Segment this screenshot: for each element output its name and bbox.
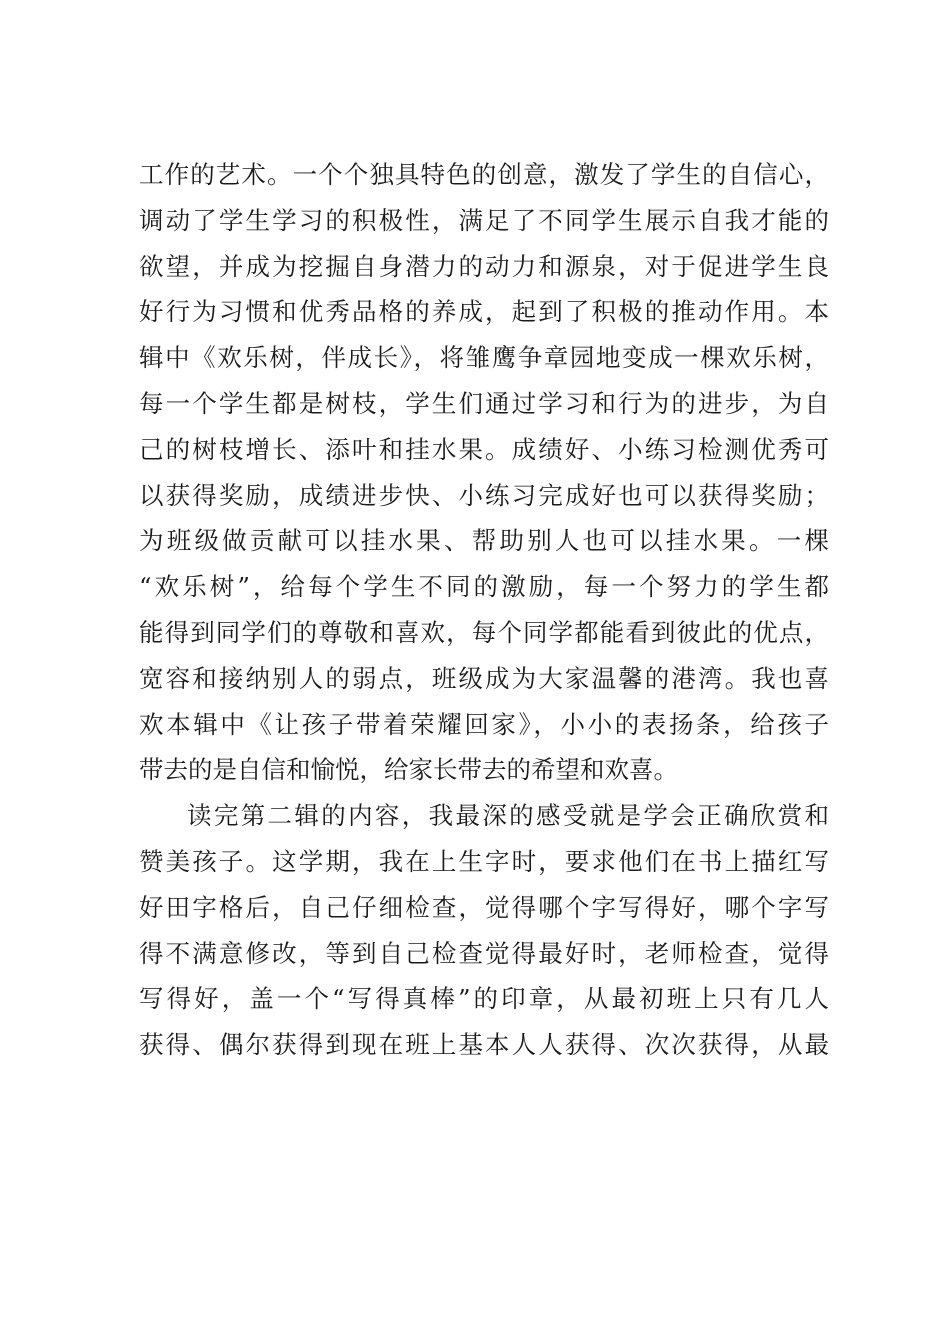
- text-line: 能得到同学们的尊敬和喜欢，每个同学都能看到彼此的优点，: [139, 617, 829, 647]
- text-line: 好田字格后，自己仔细检查，觉得哪个字写得好，哪个字写: [139, 892, 829, 922]
- paragraph-2: [139, 793, 829, 1068]
- text-line: 读完第二辑的内容，我最深的感受就是学会正确欣赏和: [187, 801, 829, 831]
- text-line: 欲望，并成为挖掘自身潜力的动力和源泉，对于促进学生良: [139, 251, 829, 281]
- paragraph-1: [139, 152, 829, 793]
- text-line: 带去的是自信和愉悦，给家长带去的希望和欢喜。: [139, 755, 678, 785]
- text-line: “欢乐树”，给每个学生不同的激励，每一个努力的学生都: [139, 572, 829, 602]
- text-line: 工作的艺术。一个个独具特色的创意，激发了学生的自信心，: [139, 160, 829, 189]
- text-line: 得不满意修改，等到自己检查觉得最好时，老师检查，觉得: [139, 938, 829, 968]
- text-line: 为班级做贡献可以挂水果、帮助别人也可以挂水果。一棵: [139, 526, 829, 556]
- text-line: 以获得奖励，成绩进步快、小练习完成好也可以获得奖励；: [139, 480, 829, 510]
- text-line: 调动了学生学习的积极性，满足了不同学生展示自我才能的: [139, 205, 829, 235]
- text-line: 宽容和接纳别人的弱点，班级成为大家温馨的港湾。我也喜: [139, 663, 829, 693]
- text-line: 每一个学生都是树枝，学生们通过学习和行为的进步，为自: [139, 388, 829, 418]
- text-line: 赞美孩子。这学期，我在上生字时，要求他们在书上描红写: [139, 846, 829, 876]
- body-text: [139, 152, 829, 1068]
- text-line: 辑中《欢乐树，伴成长》，将雏鹰争章园地变成一棵欢乐树，: [139, 343, 829, 373]
- text-line: 写得好，盖一个“写得真棒”的印章，从最初班上只有几人: [139, 984, 829, 1014]
- text-line: 己的树枝增长、添叶和挂水果。成绩好、小练习检测优秀可: [139, 434, 829, 464]
- text-line: 欢本辑中《让孩子带着荣耀回家》，小小的表扬条，给孩子: [139, 709, 829, 739]
- text-line: 获得、偶尔获得到现在班上基本人人获得、次次获得，从最: [139, 1030, 829, 1060]
- text-line: 好行为习惯和优秀品格的养成，起到了积极的推动作用。本: [139, 297, 829, 327]
